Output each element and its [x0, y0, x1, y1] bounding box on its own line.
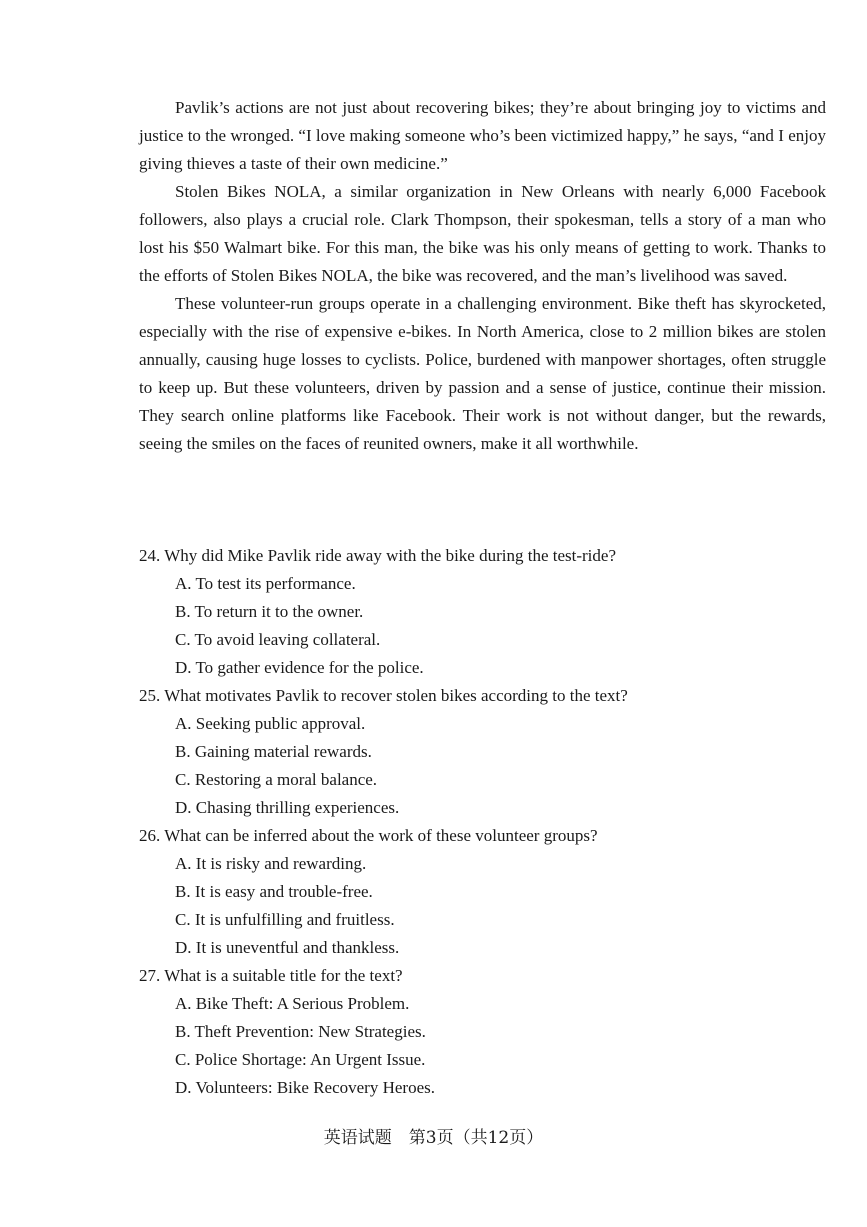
question-26 [139, 822, 826, 962]
option-a: A. Seeking public approval. [175, 714, 366, 733]
option-c: C. It is unfulfilling and fruitless. [175, 910, 395, 929]
question-25 [139, 682, 826, 822]
option-a: A. It is risky and rewarding. [175, 854, 367, 873]
passage-paragraph: Pavlik’s actions are not just about recovering bikes; they’re about bringing joy to victims and justice to the wronged. “I love making someone who’s been victimized happy,” he says, “and I enjoy giving thieves a taste of their own medicine.” [139, 98, 826, 173]
option-b: B. Theft Prevention: New Strategies. [175, 1022, 426, 1041]
option-c: C. To avoid leaving collateral. [175, 630, 381, 649]
option-d: D. Chasing thrilling experiences. [175, 798, 400, 817]
option-c: C. Restoring a moral balance. [175, 770, 378, 789]
question-stem: 24. Why did Mike Pavlik ride away with the bike during the test-ride? [139, 546, 616, 565]
page-footer: 英语试题 第3页（共12页） [323, 1128, 544, 1148]
option-b: B. Gaining material rewards. [175, 742, 372, 761]
option-d: D. To gather evidence for the police. [175, 658, 424, 677]
passage-paragraph: These volunteer-run groups operate in a challenging environment. Bike theft has skyrocketed, especially with the rise of expensive e-bikes. In North America, close to 2 million bikes are stolen annually, causing huge losses to cyclists. Police, burdened with manpower shortages, often struggle to keep up. But these volunteers, driven by passion and a sense of justice, continue their mission. They search online platforms like Facebook. Their work is not without danger, but the rewards, seeing the smiles on the faces of reunited owners, make it all worthwhile. [139, 294, 826, 453]
option-b: B. It is easy and trouble-free. [175, 882, 373, 901]
option-c: C. Police Shortage: An Urgent Issue. [175, 1050, 426, 1069]
option-d: D. It is uneventful and thankless. [175, 938, 400, 957]
option-a: A. Bike Theft: A Serious Problem. [175, 994, 410, 1013]
passage-paragraph: Stolen Bikes NOLA, a similar organization in New Orleans with nearly 6,000 Facebook followers, also plays a crucial role. Clark Thompson, their spokesman, tells a story of a man who lost his $50 Walmart bike. For this man, the bike was his only means of getting to work. Thanks to the efforts of Stolen Bikes NOLA, the bike was recovered, and the man’s livelihood was saved. [139, 182, 826, 285]
reading-passage [139, 94, 826, 458]
option-a: A. To test its performance. [175, 574, 356, 593]
question-list [139, 542, 826, 1102]
question-27 [139, 962, 826, 1102]
question-stem: 27. What is a suitable title for the text? [139, 966, 403, 985]
option-d: D. Volunteers: Bike Recovery Heroes. [175, 1078, 435, 1097]
option-b: B. To return it to the owner. [175, 602, 364, 621]
question-stem: 26. What can be inferred about the work of these volunteer groups? [139, 826, 598, 845]
question-stem: 25. What motivates Pavlik to recover stolen bikes according to the text? [139, 686, 628, 705]
question-24 [139, 542, 826, 682]
